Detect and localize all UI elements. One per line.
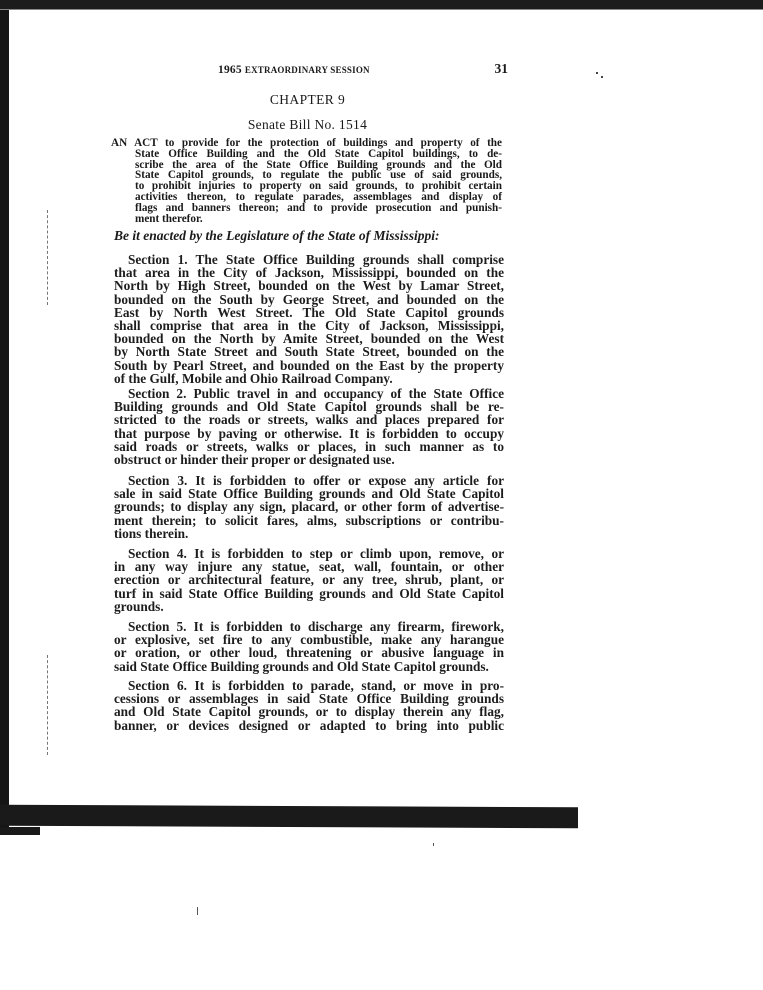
scan-margin-mark (47, 210, 49, 305)
section-line: Section 5. It is forbidden to discharge any firearm, firework, (128, 619, 504, 634)
section-4 (114, 547, 504, 613)
section-line: banner, or devices designed or adapted to bring into public (114, 717, 504, 733)
act-line: AN ACT to provide for the protection of buildings and property of the (111, 137, 502, 149)
section-line: or oration, or other loud, threatening or abusive language in (114, 645, 504, 661)
section-line: grounds. (114, 598, 164, 614)
section-line: Section 3. It is forbidden to offer or expose any article for (128, 473, 504, 488)
act-line: State Capitol grounds, to regulate the public use of said grounds, (135, 169, 502, 182)
section-5 (114, 620, 504, 673)
section-2 (114, 387, 504, 466)
section-line: cessions or assemblages in said State Office Building grounds (114, 691, 504, 707)
section-line: Section 2. Public travel in and occupancy of the State Office (128, 386, 504, 401)
enacting-clause: Be it enacted by the Legislature of the State of Mississippi: (114, 228, 440, 243)
act-line: ment therefor. (135, 212, 203, 225)
bill-label: Senate Bill No. (247, 117, 336, 132)
section-line: bounded on the North by Amite Street, bounded on the West (114, 331, 504, 347)
scan-speck (596, 72, 598, 74)
scan-speck (433, 843, 434, 846)
scan-bottom-border (0, 805, 578, 829)
act-line: scribe the area of the State Office Building grounds and the Old (135, 158, 502, 171)
section-line: South by Pearl Street, and bounded on the East by the property (114, 357, 504, 373)
section-line: turf in said State Office Building grounds and Old State Capitol (114, 585, 504, 601)
section-line: that purpose by paving or otherwise. It is forbidden to occupy (114, 425, 504, 441)
session-title: EXTRAORDINARY SESSION (244, 65, 370, 75)
chapter-heading: CHAPTER 9 (269, 92, 346, 107)
scan-speck (601, 76, 603, 78)
act-line: to prohibit injuries to property on said grounds, to prohibit certain (135, 180, 502, 193)
section-line: obstruct or hinder their proper or designated use. (114, 451, 395, 467)
running-head-title (218, 64, 370, 76)
section-line: by North State Street and South State Street, bounded on the (114, 344, 504, 360)
section-3 (114, 474, 504, 540)
scan-bottom-border-corner (0, 827, 40, 835)
section-line: shall comprise that area in the City of Jackson, Mississippi, (114, 317, 504, 333)
section-line: ment therein; to solicit fares, alms, subscriptions or contribu- (114, 512, 504, 528)
running-head (218, 61, 508, 82)
scan-top-border (0, 0, 763, 9)
act-title (111, 138, 502, 224)
section-line: said roads or streets, walks or places, in such manner as to (114, 438, 504, 454)
section-line: North by High Street, bounded on the West by Lamar Street, (114, 278, 504, 294)
act-line: activities thereon, to regulate parades, assemblages and display of (135, 190, 502, 203)
scan-margin-mark (47, 655, 49, 755)
scan-speck (197, 907, 198, 915)
scan-left-border (0, 10, 9, 835)
bill-number: 1514 (338, 117, 368, 132)
section-line: Section 4. It is forbidden to step or climb upon, remove, or (128, 546, 504, 561)
section-line: Section 6. It is forbidden to parade, stand, or move in pro- (128, 678, 504, 693)
section-line: erection or architectural feature, or any tree, shrub, plant, or (114, 572, 504, 588)
page-number: 31 (494, 61, 508, 76)
section-line: Section 1. The State Office Building grounds shall comprise (128, 252, 504, 267)
section-line: that area in the City of Jackson, Mississippi, bounded on the (114, 265, 504, 281)
section-line: bounded on the South by George Street, and bounded on the (114, 291, 504, 307)
section-6 (114, 679, 504, 732)
section-line: grounds; to display any sign, placard, or other form of advertise- (114, 499, 504, 515)
section-line: tions therein. (114, 525, 189, 541)
section-line: sale in said State Office Building grounds and Old State Capitol (114, 486, 504, 502)
section-line: Building grounds and Old State Capitol grounds shall be re- (114, 399, 504, 415)
section-1 (114, 253, 504, 385)
bill-heading (0, 117, 615, 133)
section-line: of the Gulf, Mobile and Ohio Railroad Company. (114, 370, 393, 386)
section-line: or explosive, set fire to any combustible, make any harangue (114, 632, 504, 648)
section-line: East by North West Street. The Old State Capitol grounds (114, 304, 504, 320)
section-line: said State Office Building grounds and Old State Capitol grounds. (114, 658, 489, 674)
act-line: State Office Building and the Old State Capitol buildings, to de- (135, 147, 502, 160)
section-line: and Old State Capitol grounds, or to display therein any flag, (114, 704, 504, 720)
section-line: stricted to the roads or streets, walks and places prepared for (114, 412, 504, 428)
section-line: in any way injure any statue, seat, wall, fountain, or other (114, 559, 504, 575)
session-year: 1965 (218, 64, 242, 76)
act-line: flags and banners thereon; and to provide prosecution and punish- (135, 201, 502, 214)
